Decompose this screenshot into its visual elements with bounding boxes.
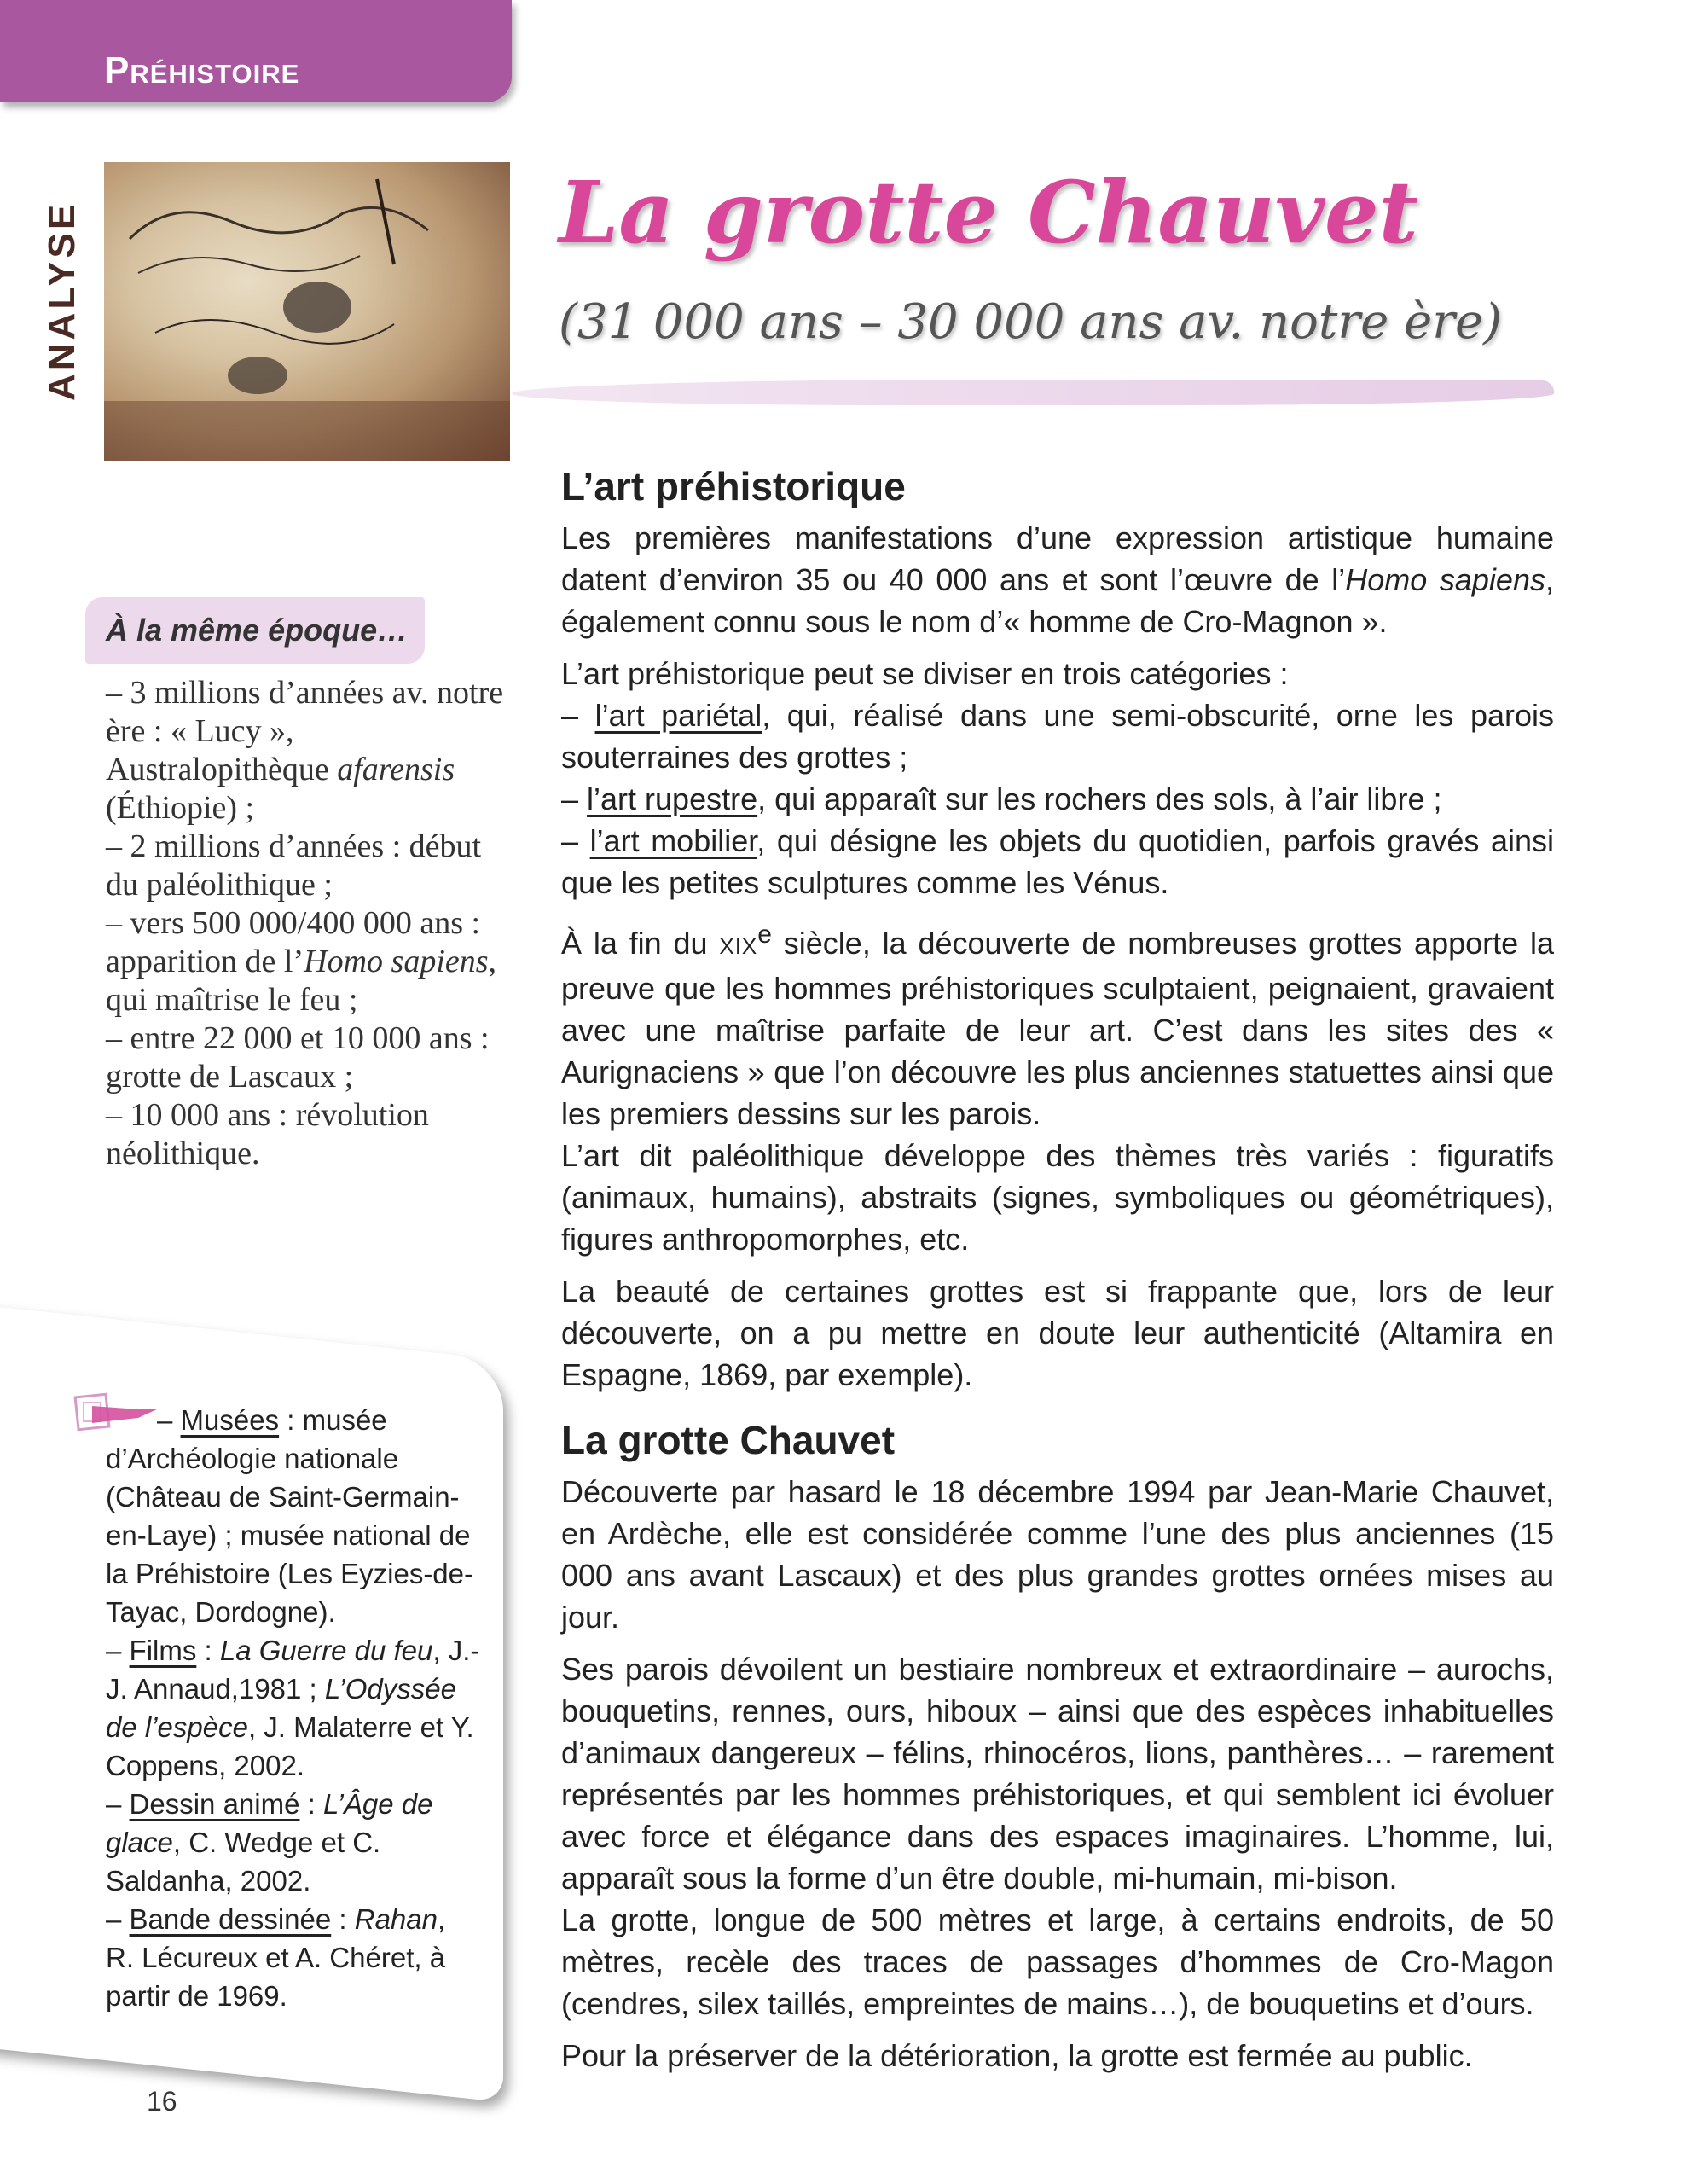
underlined-term: Films (129, 1635, 197, 1666)
text-run: – (561, 781, 588, 816)
section-heading (561, 1414, 1554, 1466)
underlined-term: Bande dessinée (129, 1903, 332, 1935)
text-run: – (106, 1903, 130, 1935)
paragraph (106, 1401, 481, 1631)
text-run: Homo sapiens (1345, 562, 1545, 597)
paragraph (561, 1899, 1554, 2024)
paragraph (106, 904, 515, 1019)
text-run: , qui, réalisé dans une semi-obscurité, orne les parois souterraines des grottes ; (561, 698, 1555, 775)
section-heading-text: L’art préhistorique (561, 464, 906, 508)
decorative-brush-stroke (512, 380, 1554, 405)
text-run: – 3 millions d’années av. notre ère : « Lucy », Australopithèque (106, 675, 504, 787)
text-run: À la fin du (561, 926, 720, 961)
epoque-label-box (85, 597, 425, 664)
paragraph (561, 820, 1554, 903)
underlined-term: l’art rupestre (587, 781, 758, 816)
text-run: , également connu sous le nom d’« homme de Cro-Magnon ». (561, 562, 1554, 639)
paragraph (561, 1135, 1554, 1260)
text-run: – (157, 1404, 181, 1436)
text-run: , C. Wedge et C. Saldanha, 2002. (106, 1827, 381, 1896)
epoque-label: À la même époque… (106, 613, 409, 648)
underlined-term: l’art pariétal (594, 698, 762, 733)
text-run: – (106, 1788, 130, 1820)
paragraph (106, 1785, 481, 1900)
text-run: afarensis (337, 752, 455, 787)
text-run: – entre 22 000 et 10 000 ans : grotte de Lascaux ; (106, 1020, 490, 1095)
text-run: – vers 500 000/400 000 ans : apparition de l’ (106, 905, 481, 979)
text-run: , qui désigne les objets du quotidien, parfois gravés ainsi que les petites sculptures comme les Vénus. (561, 823, 1554, 900)
text-run: : (299, 1788, 323, 1820)
underlined-term: l’art mobilier (589, 823, 757, 858)
paragraph (561, 1471, 1554, 1638)
text-run: L’Âge de glace (106, 1788, 433, 1858)
text-run: Ses parois dévoilent un bestiaire nombreux et extraordinaire – aurochs, bouquetins, rennes, ours, hiboux – ainsi que des espèces inhabituelles d’animaux dangereux – félins, rhinocéros, lions, panthères… – rarement représentés par les hommes préhistoriques, et qui semblent ici évoluer avec force et élégance dans des espaces imaginaires. L’homme, lui, apparaît sous la forme d’un être double, mi-humain, mi-bison. (561, 1652, 1554, 1896)
paragraph (561, 1648, 1554, 1899)
text-run: Pour la préserver de la détérioration, la grotte est fermée au public. (561, 2038, 1473, 2073)
section-heading (561, 461, 1554, 512)
paragraph (106, 1631, 481, 1785)
underlined-term: Dessin animé (129, 1788, 300, 1820)
section-tab (0, 0, 512, 102)
paragraph (561, 694, 1554, 778)
section-label: Préhistoire (104, 49, 300, 91)
text-run: Homo sapiens (304, 944, 489, 979)
text-run: Découverte par hasard le 18 décembre 1994 par Jean-Marie Chauvet, en Ardèche, elle est considérée comme l’une des plus anciennes (15 000 ans avant Lascaux) et des plus grandes grottes ornées mises au jour. (561, 1474, 1554, 1635)
paragraph (106, 1096, 515, 1173)
paragraph (106, 1900, 481, 2015)
page-number: 16 (147, 2086, 177, 2117)
paragraph (561, 914, 1554, 1135)
text-run: : musée d’Archéologie nationale (Château de Saint-Germain-en-Laye) ; musée national de la Préhistoire (Les Eyzies-de-Tayac, Dordogne). (106, 1404, 473, 1628)
paragraph (106, 828, 515, 904)
text-run: L’Odyssée de l’espèce (106, 1673, 456, 1743)
paragraph (561, 517, 1554, 642)
references-list (106, 1401, 481, 2015)
text-run: La grotte, longue de 500 mètres et large, à certains endroits, de 50 mètres, recèle des traces de passages d’hommes de Cro-Magon (cendres, silex taillés, empreintes de mains…), de bouquetins et d’ours. (561, 1902, 1554, 2021)
text-run: L’art préhistorique peut se diviser en trois catégories : (561, 656, 1289, 691)
analyse-label: ANALYSE (41, 200, 83, 401)
section-body (561, 1471, 1554, 2077)
text-run: , R. Lécureux et A. Chéret, à partir de 1969. (106, 1903, 446, 2012)
paragraph (561, 653, 1554, 694)
page-title: La grotte Chauvet (559, 162, 1418, 263)
text-run: L’art dit paléolithique développe des thèmes très variés : figuratifs (animaux, humains), abstraits (signes, symboliques ou géométriques), figures anthropomorphes, etc. (561, 1138, 1554, 1257)
main-column (561, 461, 1554, 2087)
section-body (561, 517, 1554, 1396)
text-run: – (561, 823, 590, 858)
paragraph (106, 1019, 515, 1096)
text-run: , J. Malaterre et Y. Coppens, 2002. (106, 1711, 474, 1781)
text-run: , qui maîtrise le feu ; (106, 944, 497, 1018)
text-run: – 10 000 ans : révolution néolithique. (106, 1097, 429, 1171)
text-run: Les premières manifestations d’une expression artistique humaine datent d’environ 35 ou 40 000 ans et sont l’œuvre de l’ (561, 520, 1554, 597)
cave-painting-image (104, 162, 510, 461)
text-run: La Guerre du feu (219, 1635, 433, 1666)
text-run: La beauté de certaines grottes est si frappante que, lors de leur découverte, on a pu mettre en doute leur authenticité (Altamira en Espagne, 1869, par exemple). (561, 1274, 1554, 1392)
paragraph (106, 674, 515, 828)
section-heading-text: La grotte Chauvet (561, 1418, 896, 1462)
text-run: , J.-J. Annaud,1981 ; (106, 1635, 480, 1705)
text-run: – (106, 1635, 130, 1666)
text-run: XIX (719, 933, 758, 959)
page-subtitle: (31 000 ans – 30 000 ans av. notre ère) (559, 294, 1502, 350)
epoque-list (106, 674, 515, 1173)
paragraph (561, 1270, 1554, 1396)
text-run: siècle, la découverte de nombreuses grottes apporte la preuve que les hommes préhistoriques sculptaient, peignaient, gravaient avec une maîtrise parfaite de leur art. C’est dans les sites des « Aurignaciens » que l’on découvre les plus anciennes statuettes ainsi que les premiers dessins sur les parois. (561, 926, 1554, 1131)
paragraph (561, 778, 1554, 820)
text-run: , qui apparaît sur les rochers des sols, à l’air libre ; (757, 781, 1442, 816)
text-run: : (331, 1903, 355, 1935)
text-run: Rahan (354, 1903, 438, 1935)
text-run: – 2 millions d’années : début du paléolithique ; (106, 828, 482, 903)
text-run: – (561, 698, 595, 733)
text-run: : (196, 1635, 220, 1666)
text-run: e (757, 921, 772, 949)
paragraph (561, 2035, 1554, 2077)
text-run: (Éthiopie) ; (106, 790, 255, 826)
underlined-term: Musées (180, 1404, 280, 1436)
